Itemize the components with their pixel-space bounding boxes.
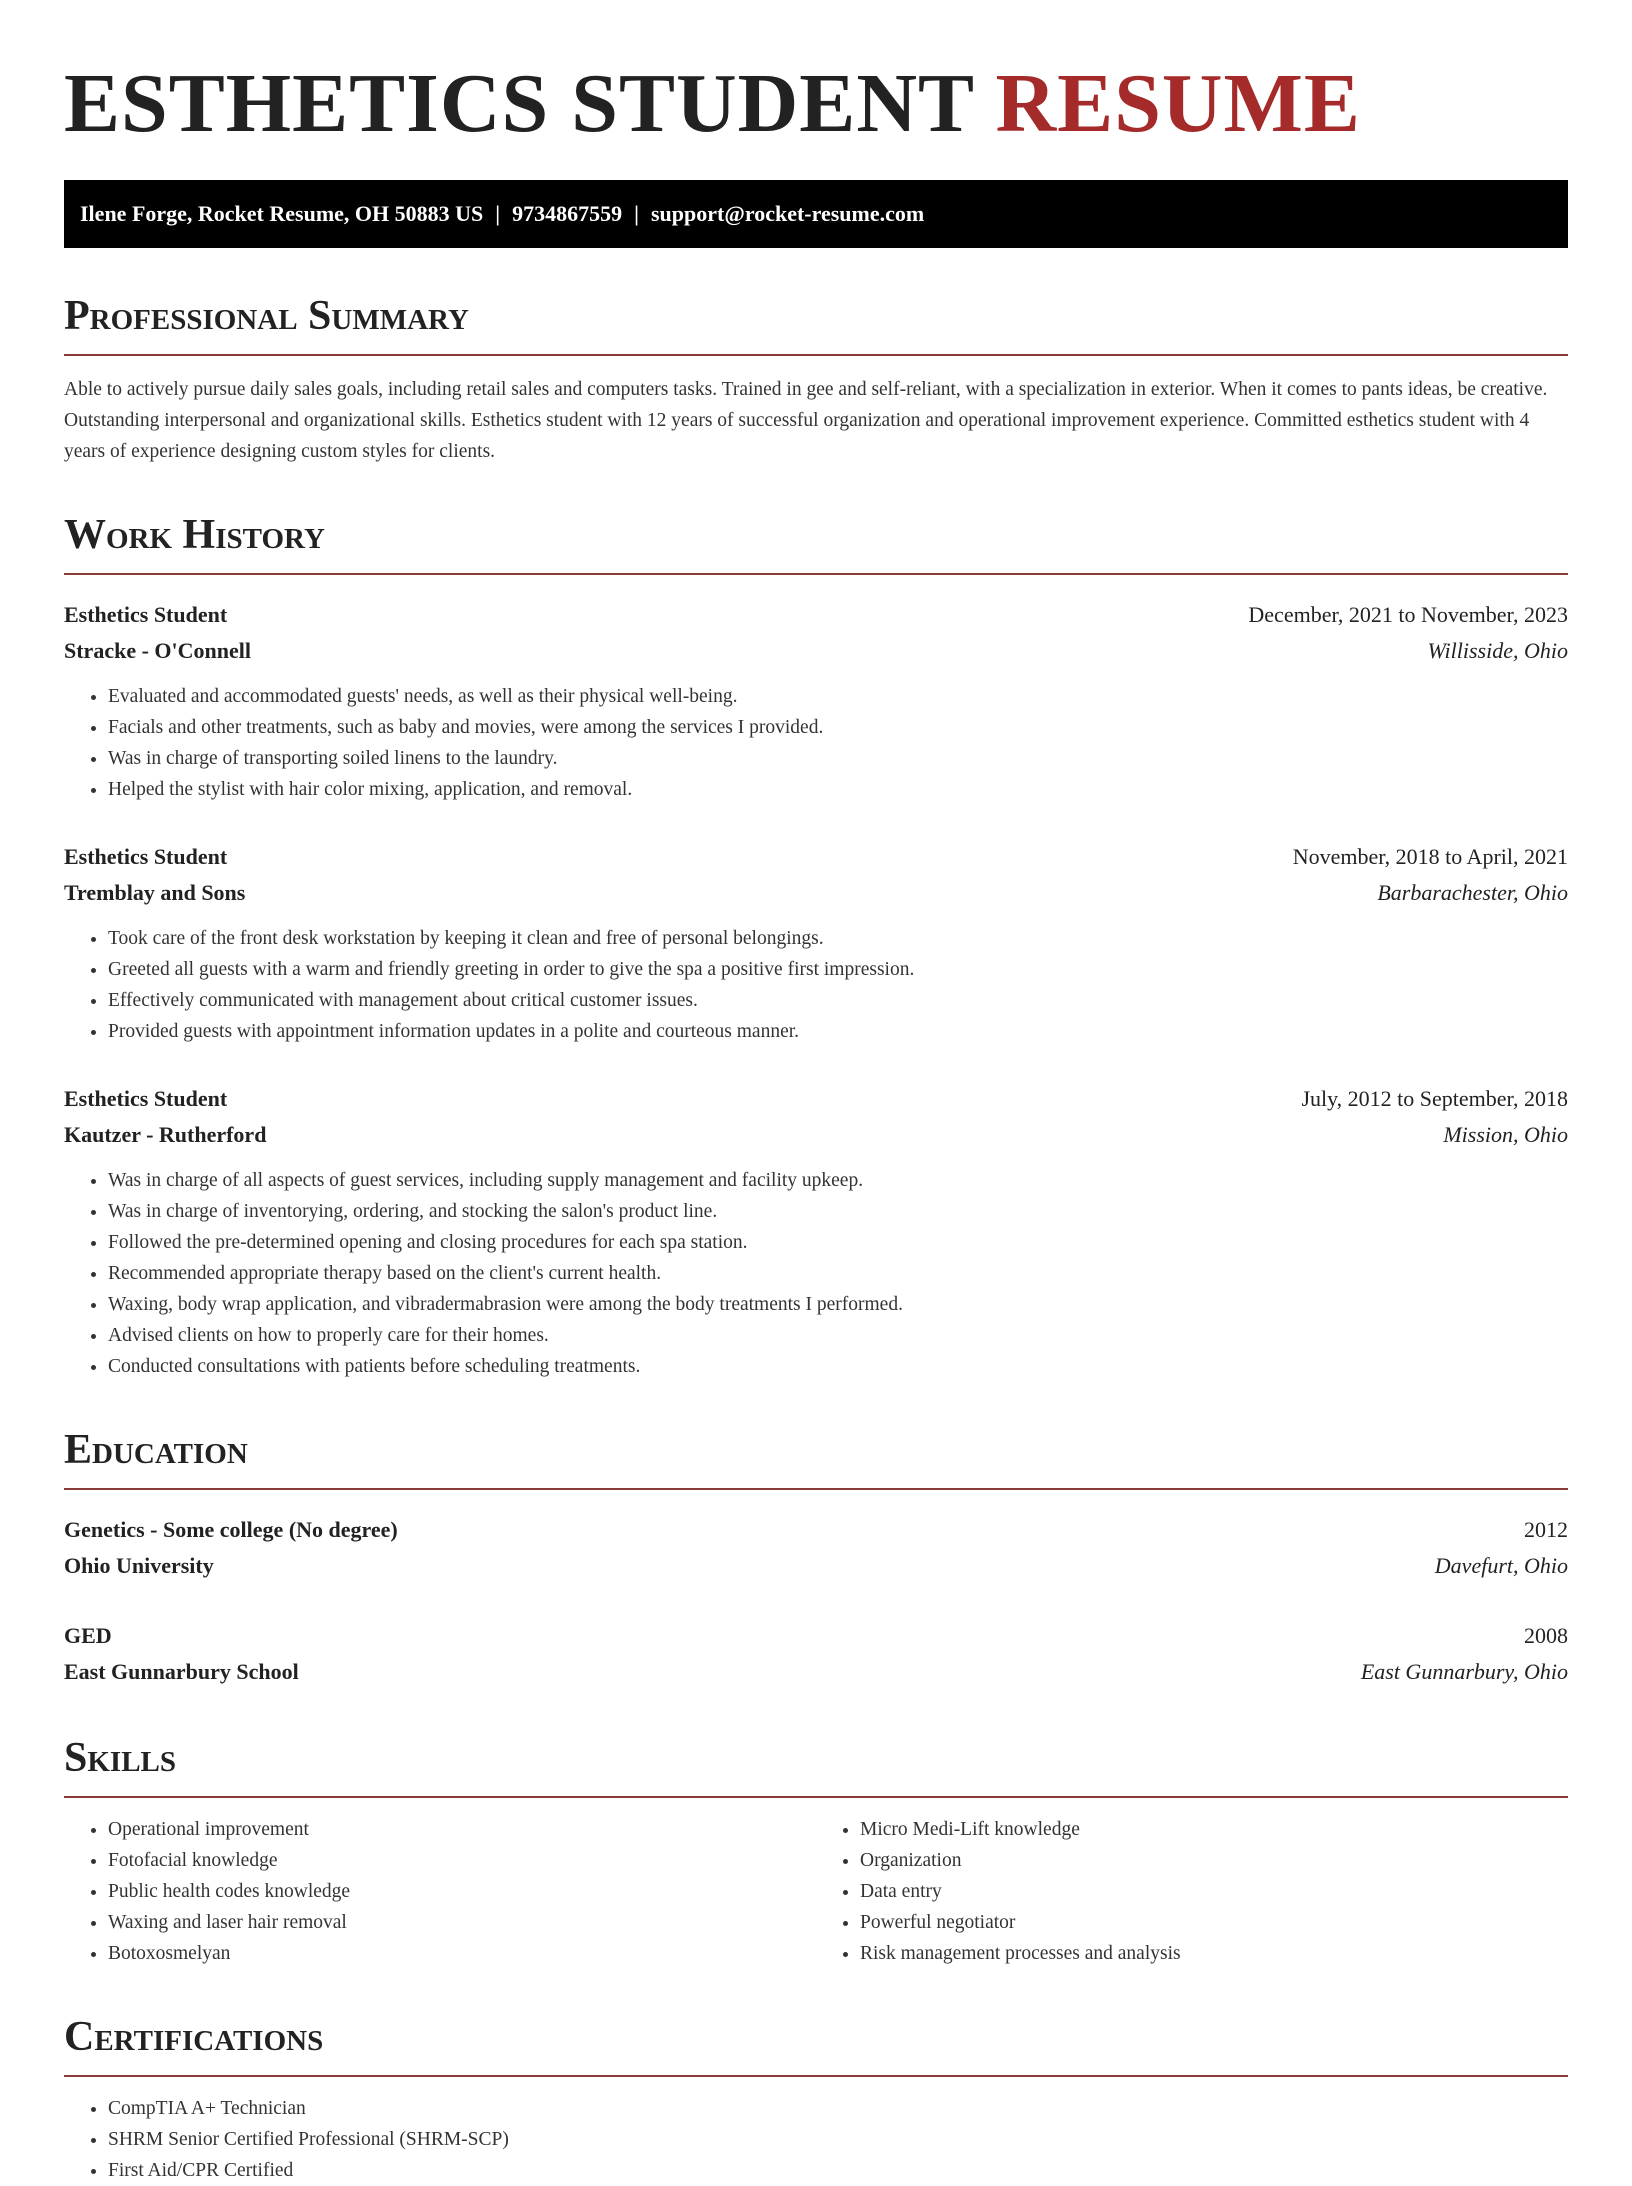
education-entry [64, 1618, 1568, 1690]
list-item: • Public health codes knowledge [108, 1876, 816, 1907]
list-item: • Recommended appropriate therapy based on the client's current health. [108, 1258, 1568, 1289]
list-item: • Conducted consultations with patients before scheduling treatments. [108, 1351, 1568, 1382]
job-location: Mission, Ohio [1443, 1122, 1568, 1147]
job-location: Willisside, Ohio [1427, 638, 1568, 663]
section-divider [64, 573, 1568, 575]
contact-email: support@rocket-resume.com [651, 201, 925, 226]
education-location: East Gunnarbury, Ohio [1360, 1659, 1568, 1684]
list-item: • Evaluated and accommodated guests' needs, as well as their physical well-being. [108, 681, 1568, 712]
education-school: Ohio University [64, 1553, 214, 1578]
list-item: • Botoxosmelyan [108, 1938, 816, 1969]
education-degree: Genetics - Some college (No degree) [64, 1517, 398, 1542]
list-item: • SHRM Senior Certified Professional (SHRM-SCP) [108, 2124, 1568, 2155]
contact-address: Ilene Forge, Rocket Resume, OH 50883 US [80, 201, 484, 226]
work-history-section [64, 511, 1568, 1382]
job-company: Stracke - O'Connell [64, 638, 251, 663]
certifications-section [64, 2013, 1568, 2186]
list-item: • Advised clients on how to properly care for their homes. [108, 1320, 1568, 1351]
job-dates: November, 2018 to April, 2021 [1292, 844, 1568, 869]
list-item: • Took care of the front desk workstation by keeping it clean and free of personal belongings. [108, 923, 1568, 954]
job-company: Kautzer - Rutherford [64, 1122, 267, 1147]
education-year: 2008 [1524, 1623, 1568, 1648]
list-item: • Was in charge of inventorying, ordering, and stocking the salon's product line. [108, 1196, 1568, 1227]
job-bullets [64, 923, 1568, 1047]
skills-column-left [64, 1814, 816, 1969]
list-item: • Operational improvement [108, 1814, 816, 1845]
contact-separator: | [495, 201, 501, 226]
section-divider [64, 1796, 1568, 1798]
education-year: 2012 [1524, 1517, 1568, 1542]
list-item: • Effectively communicated with management about critical customer issues. [108, 985, 1568, 1016]
list-item: • Was in charge of all aspects of guest services, including supply management and facility upkeep. [108, 1165, 1568, 1196]
job-company: Tremblay and Sons [64, 880, 246, 905]
list-item: • Provided guests with appointment information updates in a polite and courteous manner. [108, 1016, 1568, 1047]
skills-grid [64, 1814, 1568, 1969]
certifications-list [64, 2093, 1568, 2186]
resume-title [64, 58, 1568, 150]
list-item: • Facials and other treatments, such as baby and movies, were among the services I provided. [108, 712, 1568, 743]
job-location: Barbarachester, Ohio [1377, 880, 1568, 905]
list-item: • Risk management processes and analysis [860, 1938, 1568, 1969]
education-section [64, 1426, 1568, 1690]
list-item: • Fotofacial knowledge [108, 1845, 816, 1876]
title-accent: RESUME [995, 57, 1361, 150]
job-bullets [64, 1165, 1568, 1382]
title-main: ESTHETICS STUDENT [64, 57, 974, 150]
section-divider [64, 2075, 1568, 2077]
job-title: Esthetics Student [64, 844, 228, 869]
job-entry [64, 839, 1568, 1047]
section-divider [64, 1488, 1568, 1490]
job-entry [64, 597, 1568, 805]
job-entry [64, 1081, 1568, 1382]
list-item: • Organization [860, 1845, 1568, 1876]
list-item: • First Aid/CPR Certified [108, 2155, 1568, 2186]
education-entry [64, 1512, 1568, 1584]
list-item: • Micro Medi-Lift knowledge [860, 1814, 1568, 1845]
list-item: • CompTIA A+ Technician [108, 2093, 1568, 2124]
list-item: • Waxing and laser hair removal [108, 1907, 816, 1938]
education-school: East Gunnarbury School [64, 1659, 299, 1684]
skills-list [816, 1814, 1568, 1969]
job-title: Esthetics Student [64, 602, 228, 627]
list-item: • Was in charge of transporting soiled linens to the laundry. [108, 743, 1568, 774]
section-divider [64, 354, 1568, 356]
list-item: • Followed the pre-determined opening and closing procedures for each spa station. [108, 1227, 1568, 1258]
list-item: • Powerful negotiator [860, 1907, 1568, 1938]
list-item: • Greeted all guests with a warm and friendly greeting in order to give the spa a positive first impression. [108, 954, 1568, 985]
job-dates: December, 2021 to November, 2023 [1248, 602, 1568, 627]
certifications-heading: Certifications [64, 2014, 324, 2060]
skills-section [64, 1734, 1568, 1969]
education-heading: Education [64, 1427, 248, 1473]
list-item: • Data entry [860, 1876, 1568, 1907]
job-title: Esthetics Student [64, 1086, 228, 1111]
job-dates: July, 2012 to September, 2018 [1301, 1086, 1568, 1111]
summary-heading: Professional Summary [64, 293, 469, 339]
skills-column-right [816, 1814, 1568, 1969]
contact-bar [64, 180, 1568, 248]
contact-separator: | [634, 201, 639, 226]
summary-section [64, 292, 1568, 467]
skills-heading: Skills [64, 1735, 177, 1781]
summary-text: Able to actively pursue daily sales goals, including retail sales and computers tasks. Trained in gee and self-reliant, with a specialization in exterior. When it comes to pants ideas, be creative. Outstanding interpersonal and organizational skills. Esthetics student with 12 years of successful organization and operational improvement experience. Committed esthetics student with 4 years of experience designing custom styles for clients. [64, 379, 1548, 462]
job-bullets [64, 681, 1568, 805]
list-item: • Helped the stylist with hair color mixing, application, and removal. [108, 774, 1568, 805]
work-history-heading: Work History [64, 512, 325, 558]
list-item: • Waxing, body wrap application, and vibradermabrasion were among the body treatments I performed. [108, 1289, 1568, 1320]
skills-list [64, 1814, 816, 1969]
education-location: Davefurt, Ohio [1434, 1553, 1568, 1578]
education-degree: GED [64, 1623, 112, 1648]
contact-phone: 9734867559 [512, 201, 623, 226]
